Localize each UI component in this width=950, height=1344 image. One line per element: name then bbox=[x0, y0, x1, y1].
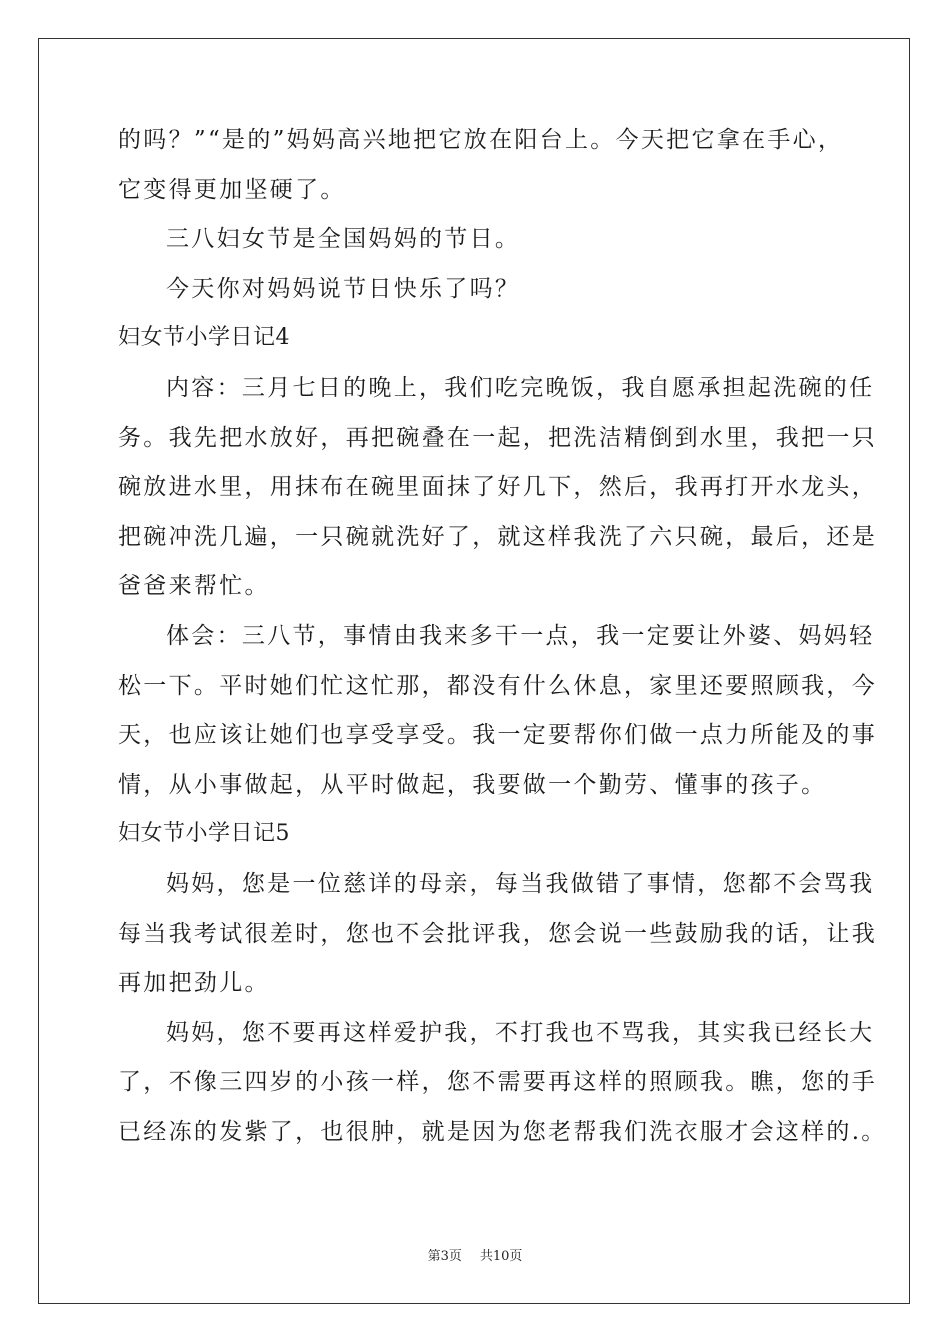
page-number: 第3页 bbox=[427, 1249, 462, 1264]
paragraph-line: 三八妇女节是全国妈妈的节日。 bbox=[166, 226, 521, 253]
text-line: 把碗冲洗几遍，一只碗就洗好了，就这样我洗了六只碗，最后，还是 bbox=[118, 523, 877, 550]
text-line: 每当我考试很差时，您也不会批评我，您会说一些鼓励我的话，让我 bbox=[118, 920, 877, 947]
text-line: 的吗？”“是的”妈妈高兴地把它放在阳台上。今天把它拿在手心， bbox=[118, 127, 844, 153]
text-line: 了，不像三四岁的小孩一样，您不需要再这样的照顾我。瞧，您的手 bbox=[118, 1069, 877, 1096]
text-line: 天，也应该让她们也享受享受。我一定要帮你们做一点力所能及的事 bbox=[118, 722, 877, 749]
section-heading: 妇女节小学日记4 bbox=[118, 325, 290, 351]
paragraph-line: 妈妈，您是一位慈详的母亲，每当我做错了事情，您都不会骂我 bbox=[166, 871, 875, 897]
text-line: 松一下。平时她们忙这忙那，都没有什么休息，家里还要照顾我，今 bbox=[118, 672, 877, 699]
text-line: 务。我先把水放好，再把碗叠在一起，把洗洁精倒到水里，我把一只 bbox=[118, 424, 877, 451]
paragraph-line: 今天你对妈妈说节日快乐了吗？ bbox=[166, 275, 521, 302]
text-line: 爸爸来帮忙。 bbox=[118, 573, 270, 600]
paragraph-line: 妈妈，您不要再这样爱护我，不打我也不骂我，其实我已经长大 bbox=[166, 1019, 875, 1046]
text-line: 已经冻的发紫了，也很肿，就是因为您老帮我们洗衣服才会这样的.。 bbox=[118, 1119, 887, 1145]
text-line: 它变得更加坚硬了。 bbox=[118, 176, 346, 203]
text-line: 再加把劲儿。 bbox=[118, 970, 270, 997]
section-heading: 妇女节小学日记5 bbox=[118, 821, 290, 847]
page-total: 共10页 bbox=[479, 1249, 523, 1264]
page-footer bbox=[0, 1248, 950, 1266]
text-line: 情，从小事做起，从平时做起，我要做一个勤劳、懂事的孩子。 bbox=[118, 771, 827, 798]
paragraph-line: 体会：三八节，事情由我来多干一点，我一定要让外婆、妈妈轻 bbox=[166, 623, 875, 649]
paragraph-line: 内容：三月七日的晚上，我们吃完晚饭，我自愿承担起洗碗的任 bbox=[166, 375, 875, 401]
text-line: 碗放进水里，用抹布在碗里面抹了好几下，然后，我再打开水龙头， bbox=[118, 474, 877, 501]
